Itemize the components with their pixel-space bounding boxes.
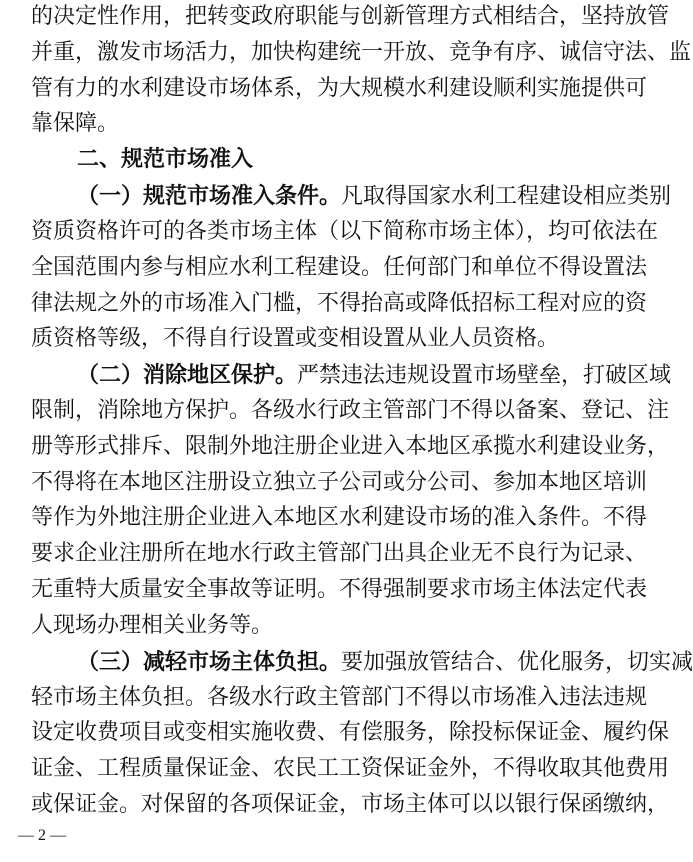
paragraph-line: 靠保障。 [31, 111, 120, 136]
paragraph-line: 要求企业注册所在地水行政主管部门出具企业无不良行为记录、 [31, 541, 648, 566]
item-first-line-text: 要加强放管结合、优化服务，切实减 [341, 650, 693, 675]
paragraph-line: 限制，消除地方保护。各级水行政主管部门不得以备案、登记、注 [31, 398, 670, 423]
paragraph-line: 并重，激发市场活力，加快构建统一开放、竞争有序、诚信守法、监 [31, 40, 692, 65]
paragraph-line: 资质资格许可的各类市场主体（以下简称市场主体），均可依法在 [31, 219, 659, 244]
paragraph-line: 管有力的水利建设市场体系，为大规模水利建设顺利实施提供可 [31, 76, 648, 101]
paragraph-line: 人现场办理相关业务等。 [31, 613, 274, 638]
paragraph-line: 等作为外地注册企业进入本地区水利建设市场的准入条件。不得 [31, 505, 648, 530]
item-first-line [77, 362, 672, 388]
paragraph-line: 无重特大质量安全事故等证明。不得强制要求市场主体法定代表 [31, 577, 648, 602]
item-first-line-text: 严禁违法违规设置市场壁垒，打破区域 [297, 363, 672, 388]
paragraph-line: 律法规之外的市场准入门槛，不得抬高或降低招标工程对应的资 [31, 291, 648, 316]
item-lead: （三）减轻市场主体负担。 [77, 649, 342, 675]
paragraph-line: 证金、工程质量保证金、农民工工资保证金外，不得收取其他费用 [31, 756, 670, 781]
paragraph-line: 或保证金。对保留的各项保证金，市场主体可以以银行保函缴纳， [31, 792, 670, 817]
section-heading: 二、规范市场准入 [77, 147, 254, 172]
paragraph-line: 轻市场主体负担。各级水行政主管部门不得以市场准入违法违规 [31, 685, 648, 710]
item-lead: （二）消除地区保护。 [77, 362, 298, 388]
paragraph-line: 册等形式排斥、限制外地注册企业进入本地区承揽水利建设业务， [31, 434, 670, 459]
paragraph-line: 设定收费项目或变相实施收费、有偿服务，除投标保证金、履约保 [31, 720, 670, 745]
paragraph-line: 不得将在本地区注册设立独立子公司或分公司、参加本地区培训 [31, 470, 648, 495]
paragraph-line: 质资格等级，不得自行设置或变相设置从业人员资格。 [31, 326, 560, 351]
item-first-line-text: 凡取得国家水利工程建设相应类别 [341, 184, 672, 209]
paragraph-line: 的决定性作用，把转变政府职能与创新管理方式相结合，坚持放管 [31, 4, 670, 29]
item-lead: （一）规范市场准入条件。 [77, 183, 342, 209]
paragraph-line: 全国范围内参与相应水利工程建设。任何部门和单位不得设置法 [31, 255, 648, 280]
page-number: — 2 — [18, 827, 66, 844]
item-first-line [77, 649, 693, 675]
item-first-line [77, 183, 672, 209]
